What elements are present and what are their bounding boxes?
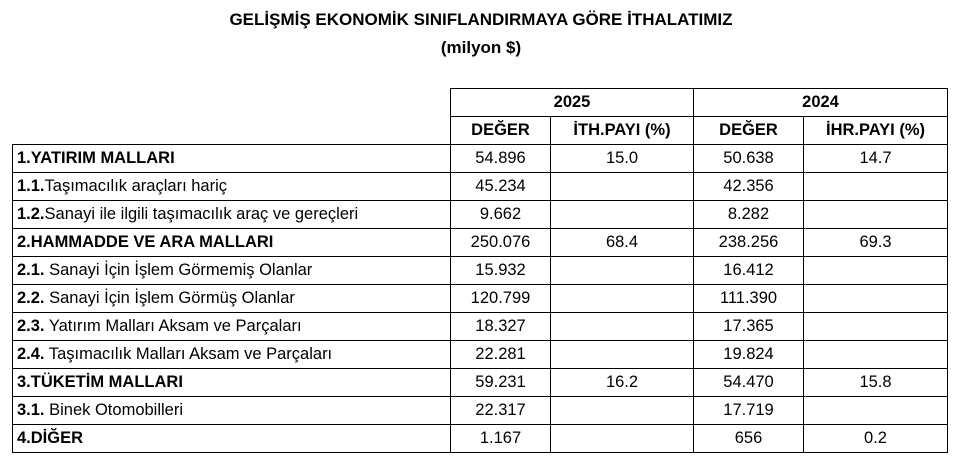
table-row [13, 397, 948, 425]
row-code: 2.3. [17, 317, 45, 335]
table-row [13, 257, 948, 285]
row-code: 3. [17, 373, 31, 391]
header-blank-2 [13, 117, 451, 145]
row-code: 1.2. [17, 205, 45, 223]
row-code: 4. [17, 429, 31, 447]
row-code: 1. [17, 149, 31, 167]
export-share-2024-cell [804, 201, 948, 229]
value-2025-cell: 120.799 [451, 285, 551, 313]
export-share-2024-cell [804, 285, 948, 313]
table-row [13, 229, 948, 257]
export-share-2024-cell: 69.3 [804, 229, 948, 257]
table-row [13, 313, 948, 341]
import-share-2025-cell [551, 201, 694, 229]
value-2024-cell: 656 [694, 425, 804, 453]
row-code: 2.1. [17, 261, 45, 279]
value-2025-cell: 22.317 [451, 397, 551, 425]
export-share-2024-cell: 0.2 [804, 425, 948, 453]
row-label [13, 145, 451, 173]
col-export-share-2024: İHR.PAYI (%) [804, 117, 948, 145]
row-label-text: Sanayi İçin İşlem Görmüş Olanlar [44, 289, 295, 307]
import-share-2025-cell [551, 313, 694, 341]
value-2025-cell: 1.167 [451, 425, 551, 453]
import-share-2025-cell [551, 285, 694, 313]
value-2025-cell: 22.281 [451, 341, 551, 369]
value-2025-cell: 18.327 [451, 313, 551, 341]
value-2025-cell: 54.896 [451, 145, 551, 173]
col-value-2024: DEĞER [694, 117, 804, 145]
row-label [13, 397, 451, 425]
row-code: 3.1. [17, 401, 45, 419]
export-share-2024-cell [804, 313, 948, 341]
export-share-2024-cell: 14.7 [804, 145, 948, 173]
import-share-2025-cell [551, 425, 694, 453]
row-label-text: YATIRIM MALLARI [30, 149, 175, 167]
export-share-2024-cell [804, 397, 948, 425]
row-label [13, 201, 451, 229]
row-label-text: Sanayi ile ilgili taşımacılık araç ve gereçleri [44, 205, 359, 223]
year-2024-header: 2024 [694, 89, 948, 117]
export-share-2024-cell [804, 257, 948, 285]
table-row [13, 285, 948, 313]
table-row [13, 145, 948, 173]
value-2024-cell: 111.390 [694, 285, 804, 313]
value-2024-cell: 238.256 [694, 229, 804, 257]
value-2024-cell: 54.470 [694, 369, 804, 397]
row-label-text: Sanayi İçin İşlem Görmemiş Olanlar [44, 261, 313, 279]
row-label-text: TÜKETİM MALLARI [30, 373, 183, 391]
value-2024-cell: 42.356 [694, 173, 804, 201]
value-2025-cell: 59.231 [451, 369, 551, 397]
value-2024-cell: 17.719 [694, 397, 804, 425]
page-title: GELİŞMİŞ EKONOMİK SINIFLANDIRMAYA GÖRE İTHALATIMIZ [229, 10, 733, 29]
row-code: 2.4. [17, 345, 45, 363]
import-share-2025-cell [551, 341, 694, 369]
value-2024-cell: 50.638 [694, 145, 804, 173]
table-row [13, 341, 948, 369]
row-code: 2.2. [17, 289, 45, 307]
table-row [13, 425, 948, 453]
export-share-2024-cell [804, 341, 948, 369]
imports-table [12, 88, 948, 453]
row-label [13, 313, 451, 341]
value-2025-cell: 250.076 [451, 229, 551, 257]
value-2024-cell: 8.282 [694, 201, 804, 229]
col-import-share-2025: İTH.PAYI (%) [551, 117, 694, 145]
row-label-text: Taşımacılık Malları Aksam ve Parçaları [44, 345, 333, 363]
row-label-text: Taşımacılık araçları hariç [44, 177, 227, 195]
page-subtitle: (milyon $) [440, 38, 522, 57]
value-2025-cell: 45.234 [451, 173, 551, 201]
value-2024-cell: 19.824 [694, 341, 804, 369]
row-label [13, 257, 451, 285]
column-header-row [13, 117, 948, 145]
import-share-2025-cell [551, 257, 694, 285]
import-share-2025-cell: 15.0 [551, 145, 694, 173]
value-2025-cell: 15.932 [451, 257, 551, 285]
import-share-2025-cell [551, 173, 694, 201]
year-header-row [13, 89, 948, 117]
import-share-2025-cell: 16.2 [551, 369, 694, 397]
table-row [13, 173, 948, 201]
export-share-2024-cell: 15.8 [804, 369, 948, 397]
import-share-2025-cell [551, 397, 694, 425]
table-row [13, 369, 948, 397]
row-label [13, 173, 451, 201]
row-label [13, 285, 451, 313]
row-label [13, 229, 451, 257]
header-blank [13, 89, 451, 117]
value-2024-cell: 16.412 [694, 257, 804, 285]
row-label-text: Binek Otomobilleri [44, 401, 184, 419]
row-label [13, 369, 451, 397]
export-share-2024-cell [804, 173, 948, 201]
year-2025-header: 2025 [451, 89, 694, 117]
row-label-text: Yatırım Malları Aksam ve Parçaları [44, 317, 302, 335]
table-body [13, 145, 948, 453]
value-2024-cell: 17.365 [694, 313, 804, 341]
table-row [13, 201, 948, 229]
value-2025-cell: 9.662 [451, 201, 551, 229]
row-label-text: DİĞER [30, 429, 84, 447]
row-label [13, 425, 451, 453]
col-value-2025: DEĞER [451, 117, 551, 145]
row-code: 1.1. [17, 177, 45, 195]
row-label-text: HAMMADDE VE ARA MALLARI [30, 233, 274, 251]
import-share-2025-cell: 68.4 [551, 229, 694, 257]
row-code: 2. [17, 233, 31, 251]
row-label [13, 341, 451, 369]
